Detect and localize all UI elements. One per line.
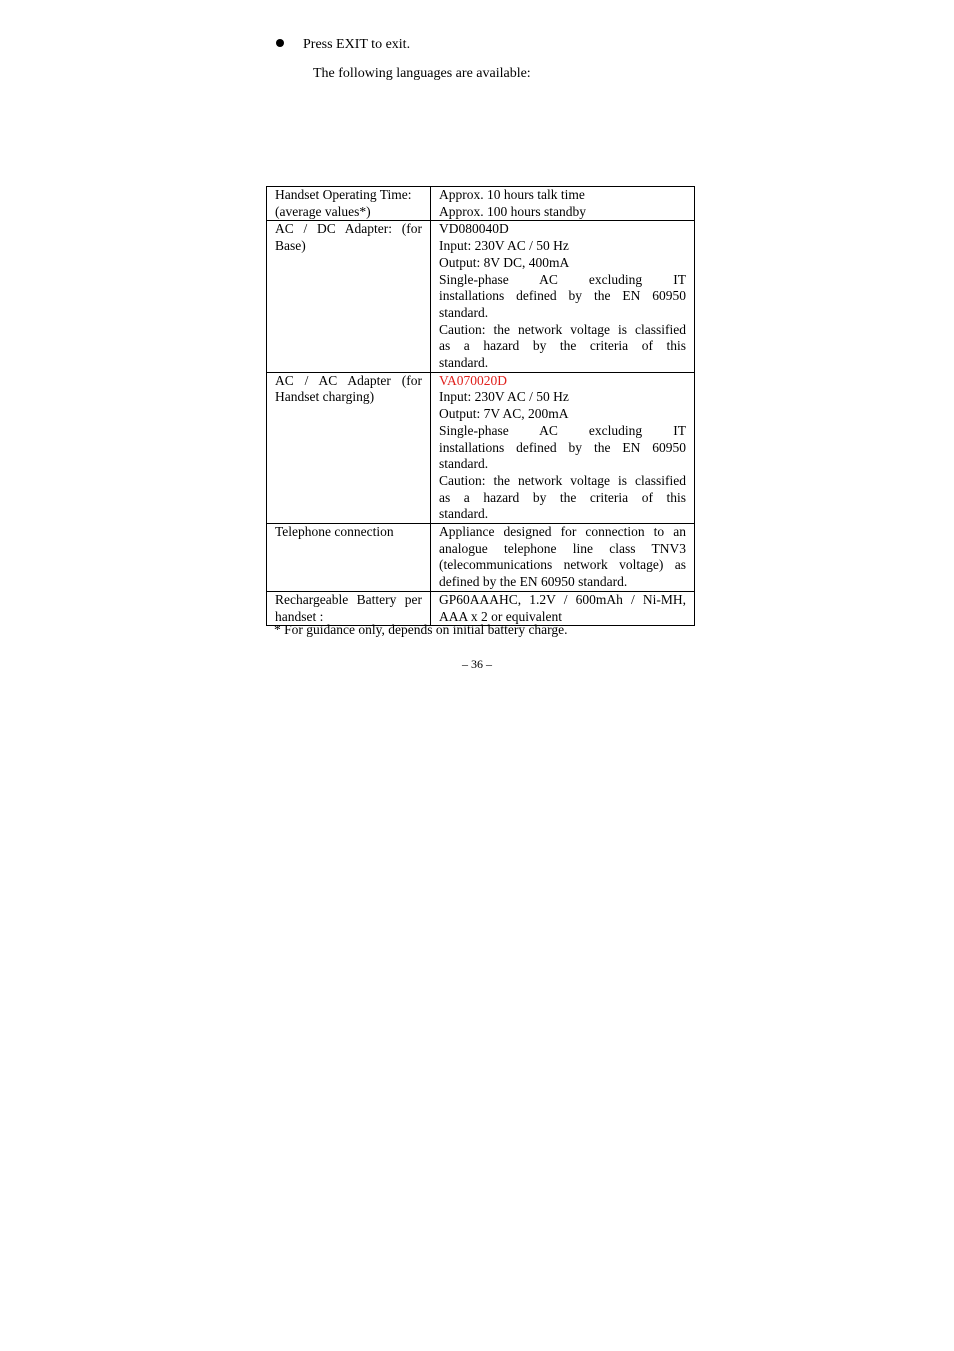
spec-value-line: installations defined by the EN 60950 (439, 439, 686, 455)
spec-label-line: Handset charging) (275, 389, 375, 405)
spec-value-line: as a hazard by the criteria of this (439, 489, 686, 505)
spec-label-cell (267, 524, 431, 592)
spec-label-line: Handset Operating Time: (275, 187, 412, 202)
spec-label-line: Base) (275, 238, 306, 254)
table-row (267, 524, 695, 592)
spec-value-cell (431, 187, 695, 221)
page-number: – 36 – (462, 657, 492, 671)
spec-value-line: Input: 230V AC / 50 Hz (439, 389, 569, 405)
bullet-text: Press EXIT to exit. (303, 37, 411, 52)
spec-value-cell (431, 524, 695, 592)
spec-label-cell (267, 372, 431, 523)
spec-label-line: Telephone connection (275, 524, 394, 540)
spec-value-line: standard. (439, 304, 489, 320)
spec-value-line: Caution: the network voltage is classified (439, 321, 686, 337)
spec-label-line: Rechargeable Battery per (275, 591, 422, 607)
spec-value-cell (431, 372, 695, 523)
spec-label-line: AC / DC Adapter: (for (275, 221, 422, 237)
spec-value-line: as a hazard by the criteria of this (439, 338, 686, 354)
bullet-dot-icon (276, 39, 284, 47)
spec-value-line: AAA x 2 or equivalent (439, 608, 562, 624)
spec-value-line: GP60AAAHC, 1.2V / 600mAh / Ni-MH, (439, 591, 686, 607)
spec-value-line: Approx. 100 hours standby (439, 203, 586, 219)
spec-label-cell (267, 187, 431, 221)
table-row (267, 372, 695, 523)
footnote: * For guidance only, depends on initial battery charge. (274, 622, 568, 637)
spec-value-line: Approx. 10 hours talk time (439, 187, 585, 202)
spec-label-line: (average values*) (275, 203, 371, 219)
spec-value-line: standard. (439, 506, 489, 522)
spec-value-cell (431, 221, 695, 372)
spec-value-line: Input: 230V AC / 50 Hz (439, 238, 569, 254)
languages-intro-text: The following languages are available: (313, 66, 531, 81)
spec-value-line: Caution: the network voltage is classified (439, 472, 686, 488)
adapter-model-number-highlighted: VA070020D (439, 372, 508, 388)
spec-value-line: standard. (439, 355, 489, 371)
adapter-model-number: VD080040D (439, 221, 509, 237)
spec-value-line: Appliance designed for connection to an (439, 524, 686, 540)
spec-value-line: (telecommunications network voltage) as (439, 557, 686, 573)
spec-label-cell (267, 221, 431, 372)
spec-value-line: Output: 8V DC, 400mA (439, 254, 570, 270)
table-row (267, 221, 695, 372)
bullet-item-exit (276, 36, 410, 53)
spec-value-line: Single-phase AC excluding IT (439, 422, 686, 438)
specifications-table (266, 186, 695, 626)
spec-value-line: standard. (439, 456, 489, 472)
table-row (267, 187, 695, 221)
spec-value-line: analogue telephone line class TNV3 (439, 540, 686, 556)
spec-value-line: Single-phase AC excluding IT (439, 271, 686, 287)
spec-value-line: Output: 7V AC, 200mA (439, 406, 569, 422)
spec-label-line: handset : (275, 608, 324, 624)
spec-label-line: AC / AC Adapter (for (275, 372, 422, 388)
spec-value-line: defined by the EN 60950 standard. (439, 574, 628, 590)
spec-value-line: installations defined by the EN 60950 (439, 288, 686, 304)
